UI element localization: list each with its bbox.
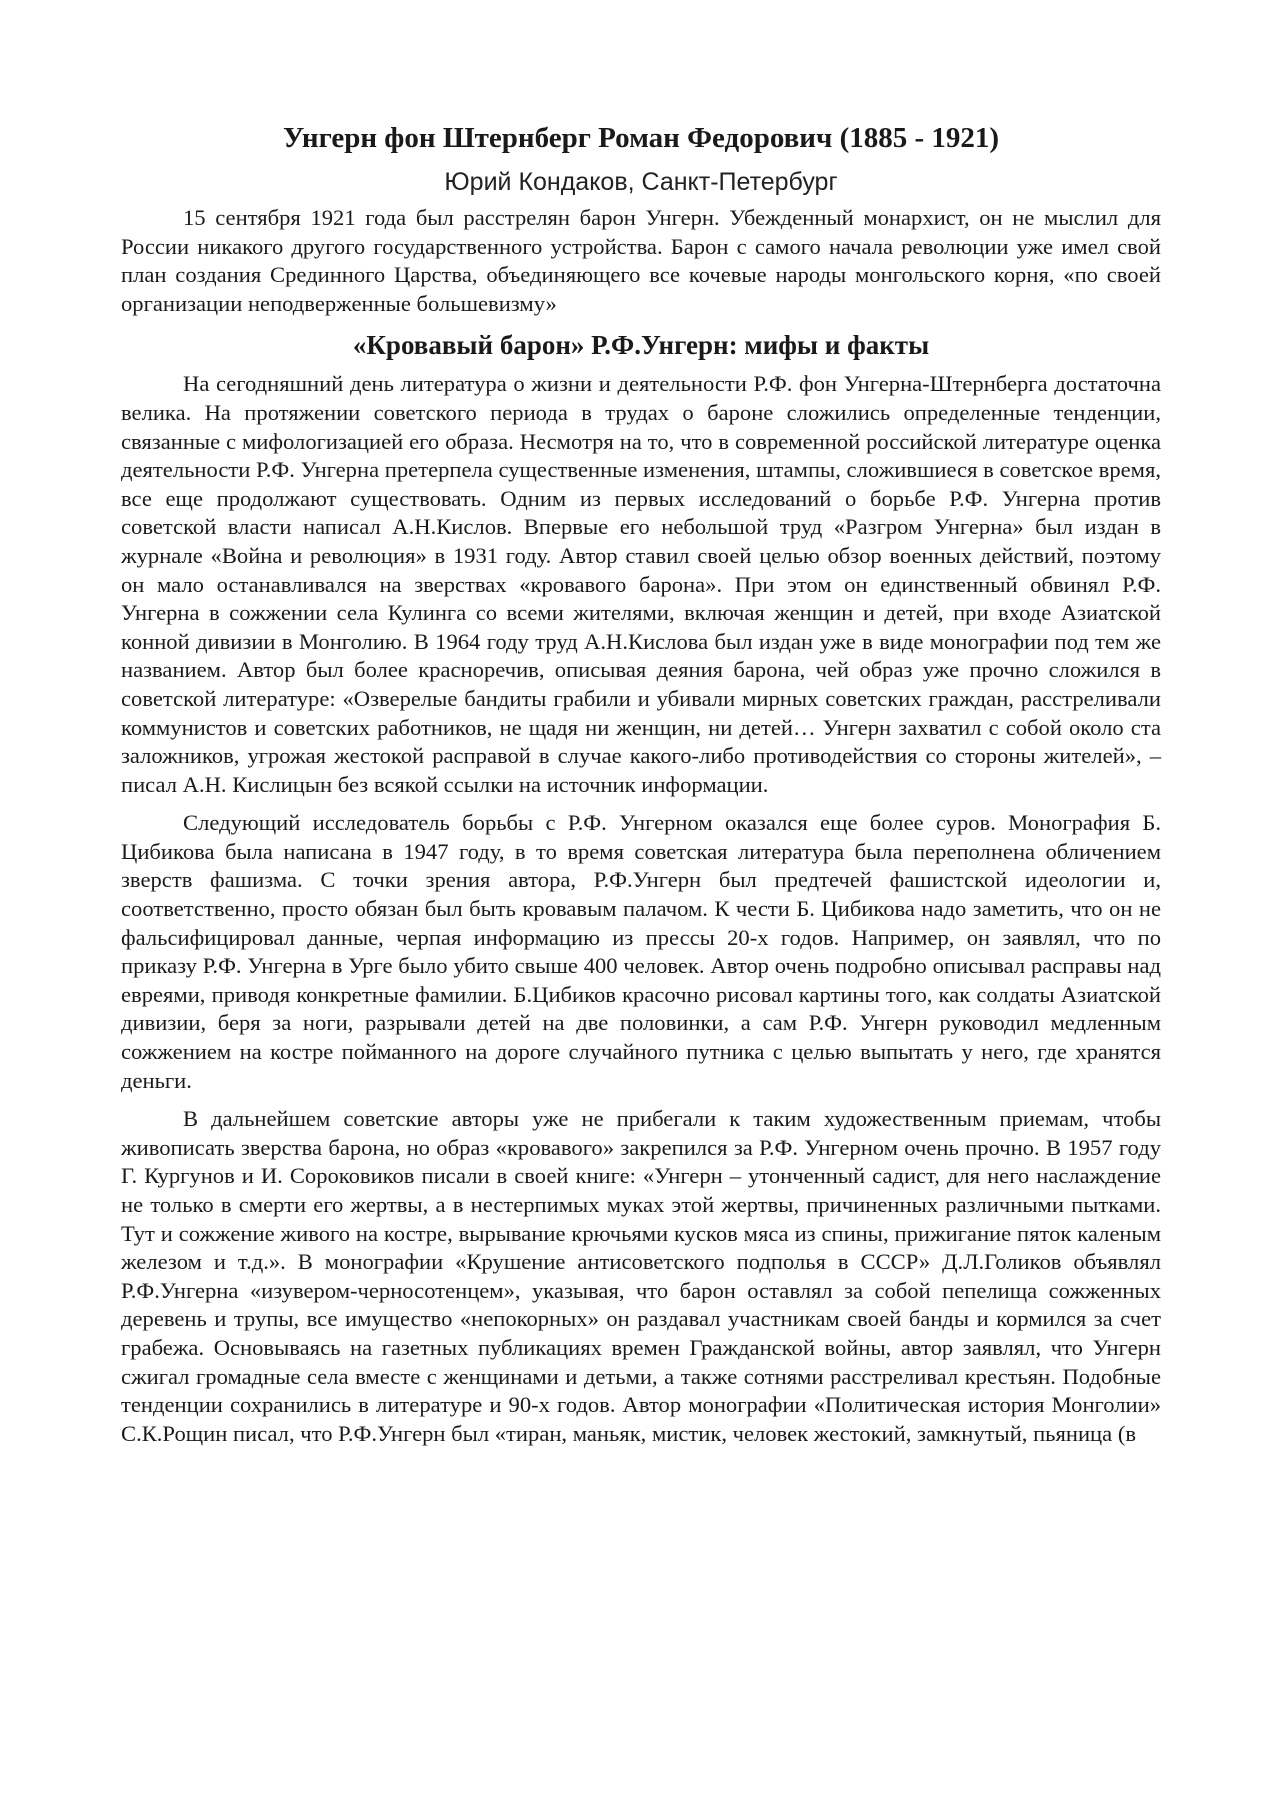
body-paragraph-2: Следующий исследователь борьбы с Р.Ф. Унгерном оказался еще более суров. Монография Б. Цибикова была написана в 1947 году, в то время советская литература была переполнена обличением зверств фашизма. С точки зрения автора, Р.Ф.Унгерн был предтечей фашистской идеологии и, соответственно, просто обязан был быть кровавым палачом. К чести Б. Цибикова надо заметить, что он не фальсифицировал данные, черпая информацию из прессы 20-х годов. Например, он заявлял, что по приказу Р.Ф. Унгерна в Урге было убито свыше 400 человек. Автор очень подробно описывал расправы над евреями, приводя конкретные фамилии. Б.Цибиков красочно рисовал картины того, как солдаты Азиатской дивизии, беря за ноги, разрывали детей на две половинки, а сам Р.Ф. Унгерн руководил медленным сожжением на костре пойманного на дороге случайного путника с целью выпытать у него, где хранятся деньги. <box>121 810 1161 1093</box>
document-author: Юрий Кондаков, Санкт-Петербург <box>444 168 838 196</box>
intro-paragraph: 15 сентября 1921 года был расстрелян барон Унгерн. Убежденный монархист, он не мыслил для России никакого другого государственного устройства. Барон с самого начала революции уже имел свой план создания Срединного Царства, объединяющего все кочевые народы монгольского корня, «по своей организации неподверженные большевизму» <box>121 205 1161 316</box>
document-page <box>121 118 1161 1448</box>
body-paragraph-3: В дальнейшем советские авторы уже не прибегали к таким художественным приемам, чтобы живописать зверства барона, но образ «кровавого» закрепился за Р.Ф. Унгерном очень прочно. В 1957 году Г. Кургунов и И. Сороковиков писали в своей книге: «Унгерн – утонченный садист, для него наслаждение не только в смерти его жертвы, а в нестерпимых муках этой жертвы, причиненных различными пытками. Тут и сожжение живого на костре, вырывание крючьями кусков мяса из спины, прижигание пяток каленым железом и т.д.». В монографии «Крушение антисоветского подполья в СССР» Д.Л.Голиков объявлял Р.Ф.Унгерна «изувером-черносотенцем», указывая, что барон оставлял за собой пепелища сожженных деревень и трупы, все имущество «непокорных» он раздавал участникам своей банды и кормился за счет грабежа. Основываясь на газетных публикациях времен Гражданской войны, автор заявлял, что Унгерн сжигал громадные села вместе с женщинами и детьми, а также сотнями расстреливал крестьян. Подобные тенденции сохранились в литературе и 90-х годов. Автор монографии «Политическая история Монголии» С.К.Рощин писал, что Р.Ф.Унгерн был «тиран, маньяк, мистик, человек жестокий, замкнутый, пьяница (в <box>121 1106 1161 1446</box>
section-title: «Кровавый барон» Р.Ф.Унгерн: мифы и факты <box>352 330 930 361</box>
body-paragraph-1: На сегодняшний день литература о жизни и деятельности Р.Ф. фон Унгерна-Штернберга достаточна велика. На протяжении советского периода в трудах о бароне сложились определенные тенденции, связанные с мифологизацией его образа. Несмотря на то, что в современной российской литературе оценка деятельности Р.Ф. Унгерна претерпела существенные изменения, штампы, сложившиеся в советское время, все еще продолжают существовать. Одним из первых исследований о борьбе Р.Ф. Унгерна против советской власти написал А.Н.Кислов. Впервые его небольшой труд «Разгром Унгерна» был издан в журнале «Война и революция» в 1931 году. Автор ставил своей целью обзор военных действий, поэтому он мало останавливался на зверствах «кровавого барона». При этом он единственный обвинял Р.Ф. Унгерна в сожжении села Кулинга со всеми жителями, включая женщин и детей, при входе Азиатской конной дивизии в Монголию. В 1964 году труд А.Н.Кислова был издан уже в виде монографии под тем же названием. Автор был более красноречив, описывая деяния барона, чей образ уже прочно сложился в советской литературе: «Озверелые бандиты грабили и убивали мирных советских граждан, расстреливали коммунистов и советских работников, не щадя ни женщин, ни детей… Унгерн захватил с собой около ста заложников, угрожая жестокой расправой в случае какого-либо противодействия со стороны жителей», – писал А.Н. Кислицын без всякой ссылки на источник информации. <box>121 371 1161 797</box>
document-title: Унгерн фон Штернберг Роман Федорович (1885 - 1921) <box>282 122 1000 154</box>
